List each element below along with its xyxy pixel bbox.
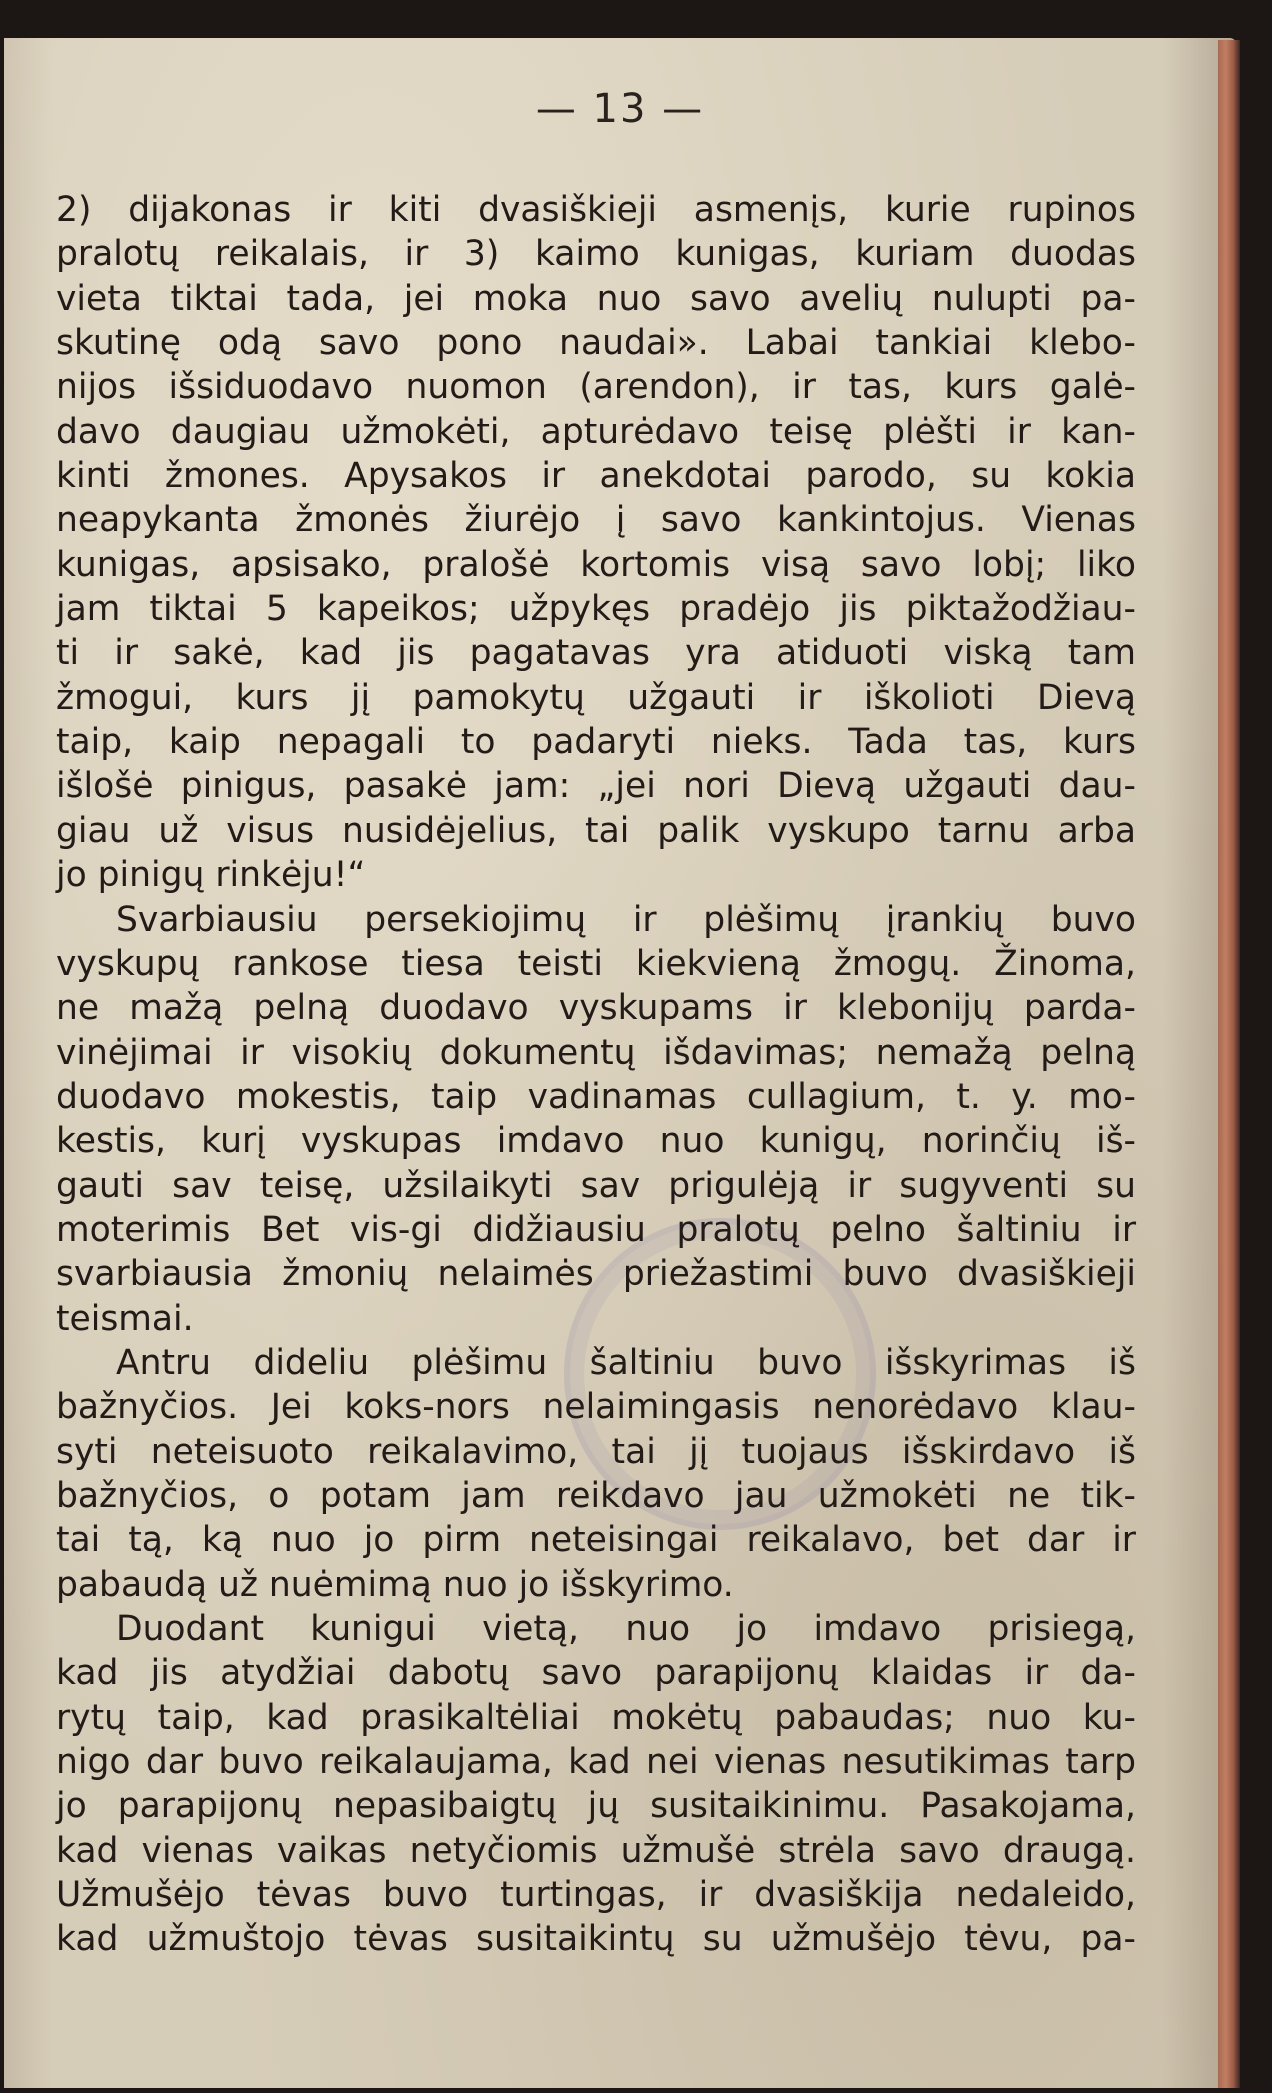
text-line: nigo dar buvo reikalaujama, kad nei vienas nesutikimas tarp — [56, 1742, 1136, 1783]
text-line: rytų taip, kad prasikaltėliai mokėtų pabaudas; nuo ku- — [56, 1697, 1136, 1738]
text-line: kunigas, apsisako, pralošė kortomis visą savo lobį; liko — [56, 544, 1136, 585]
text-line: bažnyčios, o potam jam reikdavo jau užmokėti ne tik- — [56, 1475, 1136, 1516]
text-line: vieta tiktai tada, jei moka nuo savo avelių nulupti pa- — [56, 278, 1136, 319]
text-line: taip, kaip nepagali to padaryti nieks. Tada tas, kurs — [56, 722, 1136, 763]
text-line: žmogui, kurs jį pamokytų užgauti ir iškolioti Dievą — [56, 677, 1136, 718]
text-line: vyskupų rankose tiesa teisti kiekvieną žmogų. Žinoma, — [56, 943, 1136, 984]
text-line: jo pinigų rinkėju!“ — [56, 855, 366, 896]
text-line: Antru dideliu plėšimu šaltiniu buvo išskyrimas iš — [116, 1342, 1136, 1383]
text-line: 2) dijakonas ir kiti dvasiškieji asmenįs, kurie rupinos — [56, 190, 1136, 230]
text-line: kad jis atydžiai dabotų savo parapijonų klaidas ir da- — [56, 1653, 1136, 1694]
text-line: neapykanta žmonės žiurėjo į savo kankintojus. Vienas — [56, 500, 1136, 541]
text-line: jam tiktai 5 kapeikos; užpykęs pradėjo jis piktažodžiau- — [56, 589, 1136, 630]
text-line: kad vienas vaikas netyčiomis užmušė strėla savo draugą. — [56, 1830, 1136, 1871]
text-line: duodavo mokestis, taip vadinamas cullagium, t. y. mo- — [56, 1076, 1136, 1117]
text-line: tai tą, ką nuo jo pirm neteisingai reikalavo, bet dar ir — [56, 1520, 1136, 1561]
text-line: svarbiausia žmonių nelaimės priežastimi buvo dvasiškieji — [56, 1254, 1136, 1295]
page-body-text — [56, 188, 1136, 1962]
text-line: išlošė pinigus, pasakė jam: „jei nori Dievą užgauti dau- — [56, 766, 1136, 807]
text-line: Svarbiausiu persekiojimų ir plėšimų įrankių buvo — [116, 899, 1136, 940]
text-line: moterimis Bet vis-gi didžiausiu pralotų pelno šaltiniu ir — [56, 1209, 1136, 1250]
text-line: bažnyčios. Jei koks-nors nelaimingasis nenorėdavo klau- — [56, 1387, 1136, 1428]
text-line: kestis, kurį vyskupas imdavo nuo kunigų, norinčių iš- — [56, 1121, 1136, 1162]
book-page — [4, 38, 1236, 2088]
text-line: Duodant kunigui vietą, nuo jo imdavo prisiegą, — [116, 1609, 1136, 1649]
text-line: pralotų reikalais, ir 3) kaimo kunigas, kuriam duodas — [56, 234, 1136, 275]
text-line: gauti sav teisę, užsilaikyti sav prigulėją ir sugyventi su — [56, 1165, 1136, 1206]
text-line: skutinę odą savo pono naudai». Labai tankiai klebo- — [56, 323, 1136, 364]
text-line: kinti žmones. Apysakos ir anekdotai parodo, su kokia — [56, 456, 1136, 497]
text-line: nijos išsiduodavo nuomon (arendon), ir tas, kurs galė- — [56, 367, 1136, 408]
text-line: teismai. — [56, 1298, 194, 1339]
text-line: Užmušėjo tėvas buvo turtingas, ir dvasiškija nedaleido, — [56, 1875, 1136, 1916]
text-line: vinėjimai ir visokių dokumentų išdavimas; nemažą pelną — [56, 1032, 1136, 1073]
text-line: davo daugiau užmokėti, apturėdavo teisę plėšti ir kan- — [56, 411, 1136, 452]
text-line: giau už visus nusidėjelius, tai palik vyskupo tarnu arba — [56, 810, 1136, 851]
text-line: syti neteisuoto reikalavimo, tai jį tuojaus išskirdavo iš — [56, 1431, 1136, 1472]
text-line: ti ir sakė, kad jis pagatavas yra atiduoti viską tam — [56, 633, 1136, 674]
book-spine-edge — [1218, 40, 1240, 2088]
text-line: kad užmuštojo tėvas susitaikintų su užmušėjo tėvu, pa- — [56, 1919, 1136, 1960]
text-line: jo parapijonų nepasibaigtų jų susitaikinimu. Pasakojama, — [56, 1786, 1136, 1827]
text-line: ne mažą pelną duodavo vyskupams ir klebonijų parda- — [56, 988, 1136, 1029]
text-line: pabaudą už nuėmimą nuo jo išskyrimo. — [56, 1564, 734, 1605]
page-number: — 13 — — [535, 86, 705, 132]
